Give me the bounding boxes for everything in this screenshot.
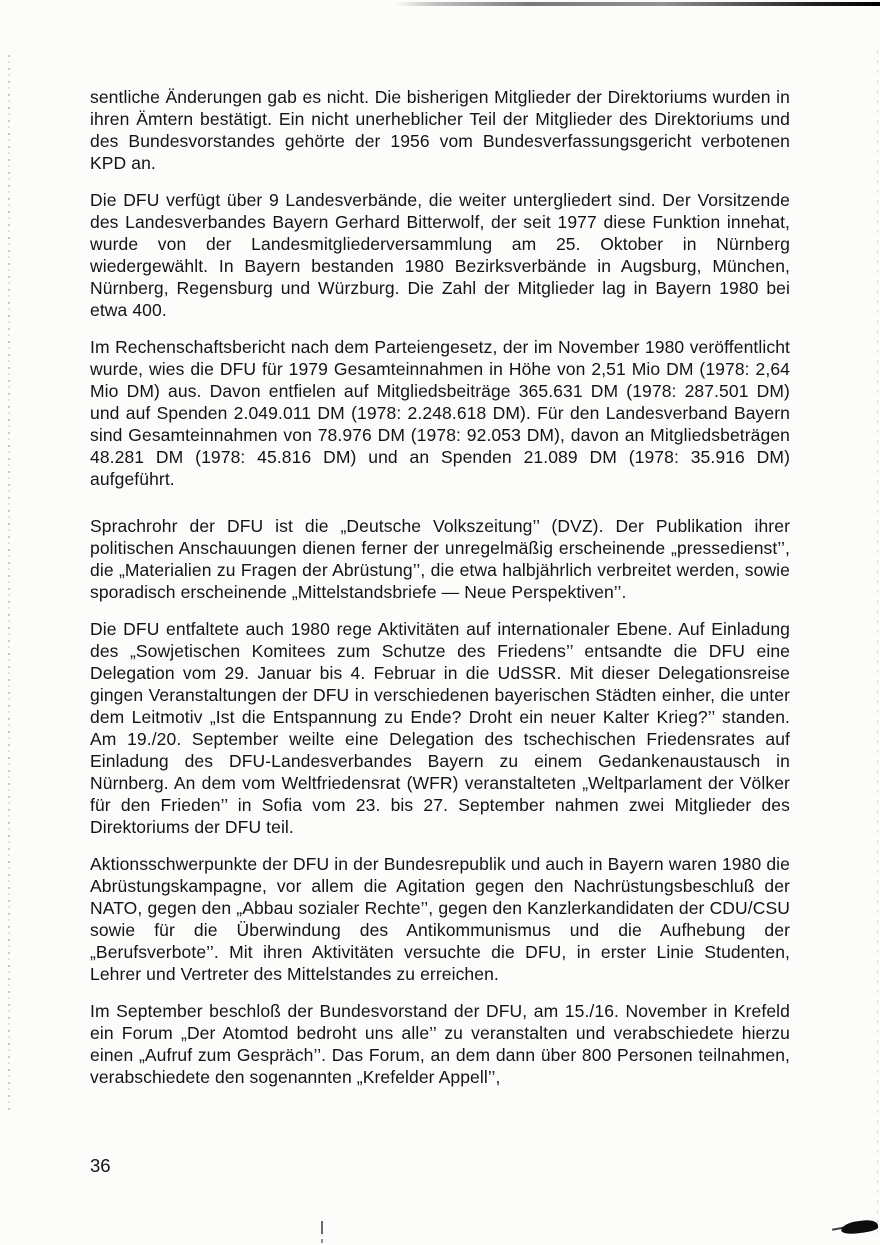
scan-artifact-ink-blob xyxy=(840,1219,878,1235)
body-text-block xyxy=(90,86,790,1103)
body-paragraph-6: Aktionsschwerpunkte der DFU in der Bundesrepublik und auch in Bayern waren 1980 die Abrüstungskampagne, vor allem die Agitation gegen den Nachrüstungsbeschluß der NATO, gegen den „Abbau sozialer Rechte’’, gegen den Kanzlerkandidaten der CDU/CSU sowie für die Überwindung des Antikommunismus und die Aufhebung der „Berufsverbote’’. Mit ihren Aktivitäten versuchte die DFU, in erster Linie Studenten, Lehrer und Vertreter des Mittelstandes zu erreichen. xyxy=(90,854,790,984)
body-paragraph-2: Die DFU verfügt über 9 Landesverbände, die weiter untergliedert sind. Der Vorsitzende des Landesverbandes Bayern Gerhard Bitterwolf, der seit 1977 diese Funktion innehat, wurde von der Landesmitgliederversammlung am 25. Oktober in Nürnberg wiedergewählt. In Bayern bestanden 1980 Bezirksverbände in Augsburg, München, Nürnberg, Regensburg und Würzburg. Die Zahl der Mitglieder lag in Bayern 1980 bei etwa 400. xyxy=(90,190,790,320)
body-paragraph-7: Im September beschloß der Bundesvorstand der DFU, am 15./16. November in Krefeld ein Forum „Der Atomtod bedroht uns alle’’ zu veranstalten und verabschiedete hierzu einen „Aufruf zum Gespräch’’. Das Forum, an dem dann über 800 Personen teilnahmen, verabschiedete den sogenannten „Krefelder Appell’’, xyxy=(90,1001,790,1087)
scan-artifact-tick-mark xyxy=(321,1221,323,1234)
scan-artifact-tick-dot xyxy=(321,1239,323,1243)
scan-artifact-right-edge xyxy=(877,50,879,1240)
scan-artifact-binding-edge xyxy=(8,55,10,1110)
body-paragraph-1: sentliche Änderungen gab es nicht. Die bisherigen Mitglieder der Direktoriums wurden in ihren Ämtern bestätigt. Ein nicht unerheblicher Teil der Mitglieder des Direktoriums und des Bundesvorstandes gehörte der 1956 vom Bundesverfassungsgericht verbotenen KPD an. xyxy=(90,87,790,173)
body-paragraph-4: Sprachrohr der DFU ist die „Deutsche Volkszeitung’’ (DVZ). Der Publikation ihrer politischen Anschauungen dienen ferner der unregelmäßig erscheinende „pressedienst’’, die „Materialien zu Fragen der Abrüstung’’, die etwa halbjährlich verbreitet werden, sowie sporadisch erscheinende „Mittelstandsbriefe — Neue Perspektiven’’. xyxy=(90,516,790,602)
body-paragraph-5: Die DFU entfaltete auch 1980 rege Aktivitäten auf internationaler Ebene. Auf Einladung des „Sowjetischen Komitees zum Schutze des Friedens’’ entsandte die DFU eine Delegation vom 29. Januar bis 4. Februar in die UdSSR. Mit dieser Delegationsreise gingen Veranstaltungen der DFU in verschiedenen bayerischen Städten einher, die unter dem Leitmotiv „Ist die Entspannung zu Ende? Droht ein neuer Kalter Krieg?’’ standen. Am 19./20. September weilte eine Delegation des tschechischen Friedensrates auf Einladung des DFU-Landesverbandes Bayern zu einem Gedankenaustausch in Nürnberg. An dem vom Weltfriedensrat (WFR) veranstalteten „Weltparlament der Völker für den Frieden’’ in Sofia vom 23. bis 27. September nahmen zwei Mitglieder des Direktoriums der DFU teil. xyxy=(90,619,790,837)
scan-artifact-top-edge-line xyxy=(395,2,880,6)
page-number: 36 xyxy=(90,1155,111,1176)
body-paragraph-3: Im Rechenschaftsbericht nach dem Parteiengesetz, der im November 1980 veröffentlicht wurde, wies die DFU für 1979 Gesamteinnahmen in Höhe von 2,51 Mio DM (1978: 2,64 Mio DM) aus. Davon entfielen auf Mitgliedsbeiträge 365.631 DM (1978: 287.501 DM) und auf Spenden 2.049.011 DM (1978: 2.248.618 DM). Für den Landesverband Bayern sind Gesamteinnahmen von 78.976 DM (1978: 92.053 DM), davon an Mitgliedsbeträgen 48.281 DM (1978: 45.816 DM) und an Spenden 21.089 DM (1978: 35.916 DM) aufgeführt. xyxy=(90,337,790,489)
